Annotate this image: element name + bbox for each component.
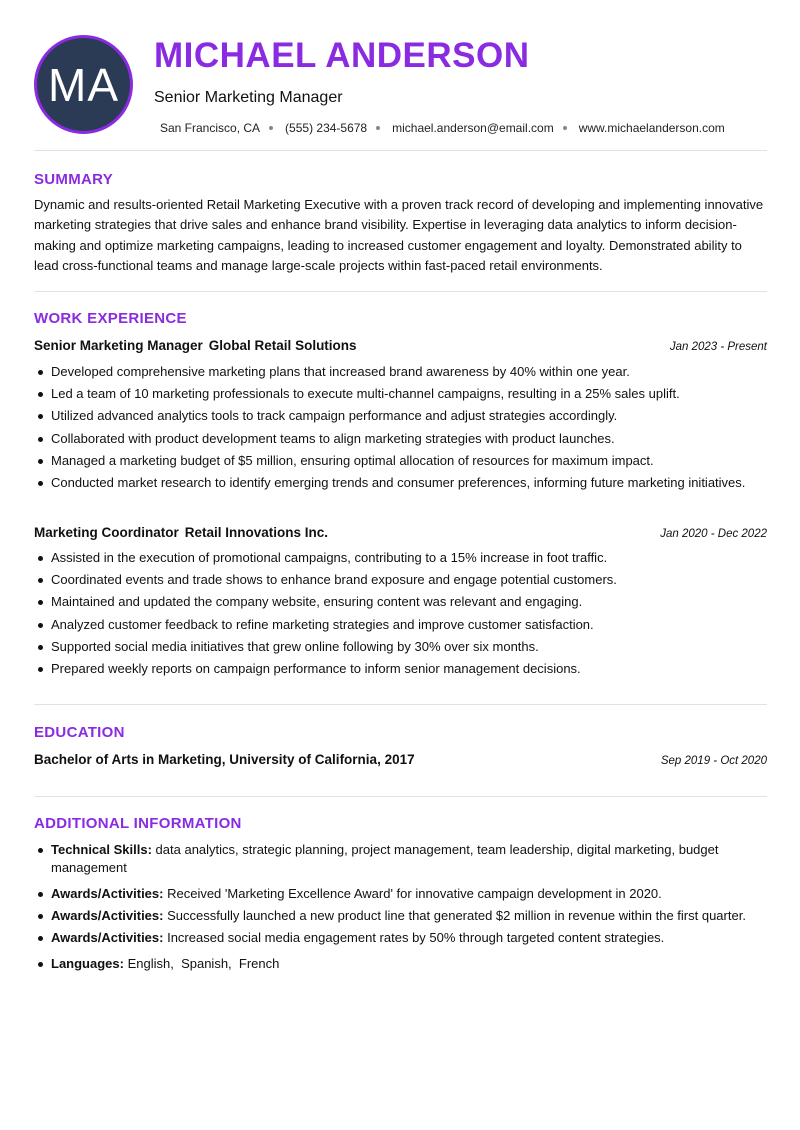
job-header (34, 525, 767, 540)
list-item: Coordinated events and trade shows to enhance brand exposure and engage potential customers. (34, 571, 768, 589)
item-label: Languages: (51, 956, 124, 972)
list-item: Conducted market research to identify emerging trends and consumer preferences, informing future marketing initiatives. (34, 474, 768, 492)
item-text: data analytics, strategic planning, project management, team leadership, digital marketing, budget management (51, 842, 719, 875)
list-item: Collaborated with product development teams to align marketing strategies with product launches. (34, 430, 768, 448)
divider (34, 291, 767, 292)
job-dates: Jan 2020 - Dec 2022 (660, 528, 767, 540)
list-item: Managed a marketing budget of $5 million, ensuring optimal allocation of resources for maximum impact. (34, 452, 768, 470)
candidate-role: Senior Marketing Manager (154, 89, 343, 106)
job-bullet-list (34, 363, 768, 496)
item-text: English, Spanish, French (127, 956, 280, 972)
list-item: Supported social media initiatives that grew online following by 30% over six months. (34, 638, 768, 656)
additional-information-heading: ADDITIONAL INFORMATION (34, 815, 242, 832)
work-experience-heading: WORK EXPERIENCE (34, 310, 187, 327)
job-dates: Jan 2023 - Present (669, 341, 767, 353)
education-heading: EDUCATION (34, 724, 125, 741)
divider (34, 796, 767, 797)
education-entry (34, 752, 767, 767)
job-title (34, 525, 328, 540)
list-item (34, 929, 768, 947)
item-text: Received 'Marketing Excellence Award' for innovative campaign development in 2020. (167, 886, 662, 901)
additional-info-list (34, 841, 768, 978)
job-company: Retail Innovations Inc. (184, 525, 329, 540)
contact-phone: (555) 234-5678 (285, 121, 368, 135)
list-item: Developed comprehensive marketing plans that increased brand awareness by 40% within one year. (34, 363, 768, 381)
list-item: Prepared weekly reports on campaign performance to inform senior management decisions. (34, 660, 768, 678)
contact-website[interactable]: www.michaelanderson.com (578, 121, 725, 135)
contact-email[interactable]: michael.anderson@email.com (392, 121, 554, 135)
item-label: Awards/Activities: (51, 908, 164, 924)
candidate-name: MICHAEL ANDERSON (154, 36, 530, 75)
separator-dot-icon (269, 126, 273, 130)
list-item: Maintained and updated the company website, ensuring content was relevant and engaging. (34, 593, 768, 611)
divider (34, 704, 767, 705)
separator-dot-icon (563, 126, 567, 130)
job-position: Marketing Coordinator (34, 525, 179, 540)
item-label: Awards/Activities: (51, 930, 164, 946)
list-item (34, 885, 768, 903)
list-item: Led a team of 10 marketing professionals to execute multi-channel campaigns, resulting in a 25% sales uplift. (34, 385, 768, 403)
list-item (34, 955, 768, 973)
avatar (34, 35, 133, 134)
divider (34, 150, 767, 151)
education-degree: Bachelor of Arts in Marketing, University of California, 2017 (34, 752, 415, 767)
job-title (34, 338, 357, 353)
list-item (34, 841, 768, 877)
item-text: Successfully launched a new product line that generated $2 million in revenue within the first quarter. (167, 908, 746, 924)
job-company: Global Retail Solutions (208, 338, 357, 353)
list-item: Assisted in the execution of promotional campaigns, contributing to a 15% increase in foot traffic. (34, 549, 768, 567)
avatar-initials: MA (48, 58, 119, 111)
list-item: Utilized advanced analytics tools to track campaign performance and adjust strategies accordingly. (34, 407, 768, 425)
contact-line (160, 121, 725, 135)
separator-dot-icon (376, 126, 380, 130)
item-text: Increased social media engagement rates by 50% through targeted content strategies. (167, 930, 665, 946)
item-label: Awards/Activities: (51, 886, 164, 901)
list-item: Analyzed customer feedback to refine marketing strategies and improve customer satisfaction. (34, 616, 768, 634)
job-header (34, 338, 767, 353)
contact-location: San Francisco, CA (160, 121, 261, 135)
list-item (34, 907, 768, 925)
item-label: Technical Skills: (51, 842, 152, 857)
education-dates: Sep 2019 - Oct 2020 (660, 755, 767, 767)
job-position: Senior Marketing Manager (34, 338, 203, 353)
summary-text: Dynamic and results-oriented Retail Marketing Executive with a proven track record of developing and implementing innovative marketing strategies that drive sales and enhance brand visibility. Expertise in leveraging data analytics to inform decision-making and optimize marketing campaigns, leading to increased customer engagement and loyalty. Demonstrated ability to lead cross-functional teams and manage large-scale projects within fast-paced retail environments. (34, 197, 764, 273)
summary-heading: SUMMARY (34, 171, 114, 188)
job-bullet-list (34, 549, 768, 682)
